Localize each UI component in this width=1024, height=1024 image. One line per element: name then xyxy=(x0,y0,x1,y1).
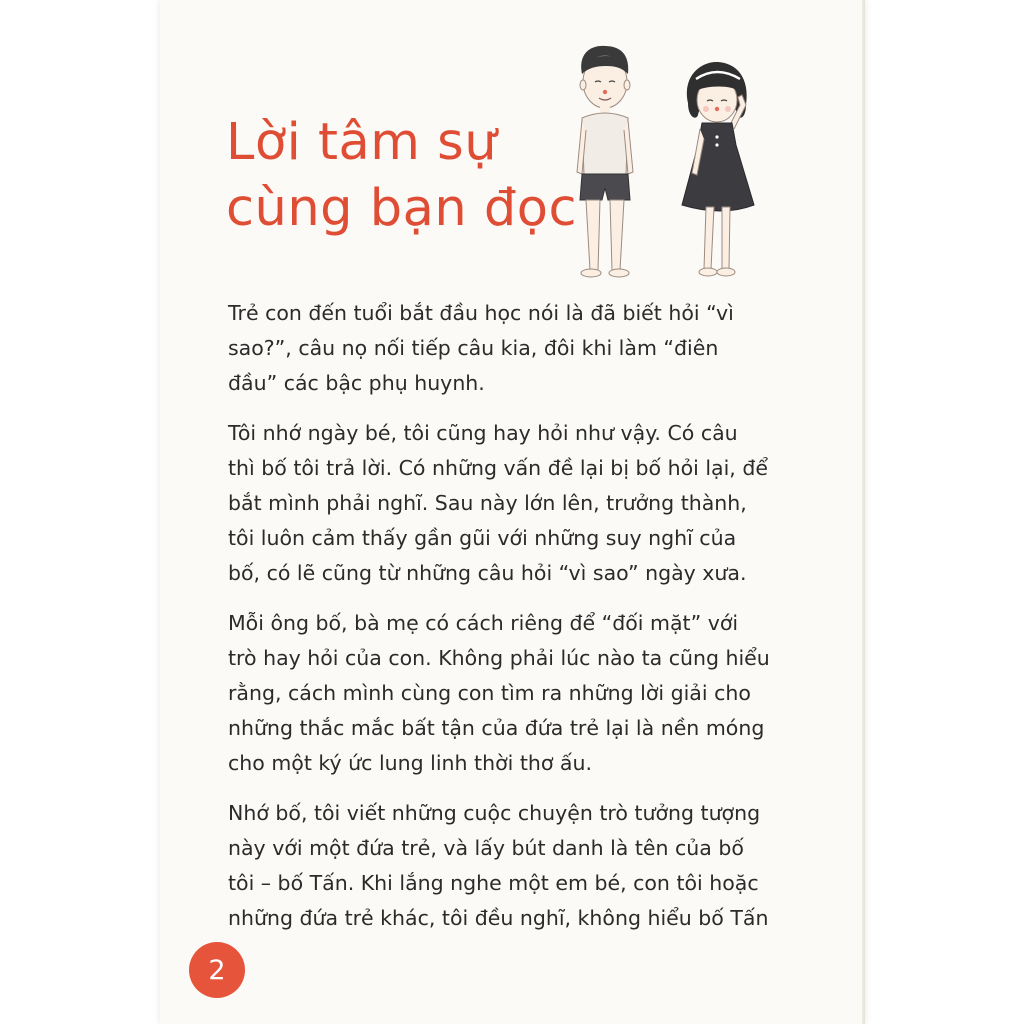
page-number: 2 xyxy=(208,954,226,986)
paragraph-3: Mỗi ông bố, bà mẹ có cách riêng để “đối mặt” với trò hay hỏi của con. Không phải lúc nào ta cũng hiểu rằng, cách mình cùng con tìm ra những lời giải cho những thắc mắc bất tận của đứa trẻ lại là nền móng cho một ký ức lung linh thời thơ ấu. xyxy=(228,611,770,775)
page-number-badge xyxy=(189,942,245,998)
paragraph-2: Tôi nhớ ngày bé, tôi cũng hay hỏi như vậy. Có câu thì bố tôi trả lời. Có những vấn đề lại bị bố hỏi lại, để bắt mình phải nghĩ. Sau này lớn lên, trưởng thành, tôi luôn cảm thấy gần gũi với những suy nghĩ của bố, có lẽ cũng từ những câu hỏi “vì sao” ngày xưa. xyxy=(228,421,768,585)
page-edge xyxy=(862,0,865,1024)
title-line-2: cùng bạn đọc xyxy=(226,179,578,238)
girl-illustration xyxy=(672,55,772,285)
page-title xyxy=(226,110,577,242)
boy-illustration xyxy=(560,40,650,285)
body-text xyxy=(228,296,770,951)
paragraph-1: Trẻ con đến tuổi bắt đầu học nói là đã biết hỏi “vì sao?”, câu nọ nối tiếp câu kia, đôi khi làm “điên đầu” các bậc phụ huynh. xyxy=(228,301,734,395)
title-line-1: Lời tâm sự xyxy=(226,113,498,172)
paragraph-4: Nhớ bố, tôi viết những cuộc chuyện trò tưởng tượng này với một đứa trẻ, và lấy bút danh là tên của bố tôi – bố Tấn. Khi lắng nghe một em bé, con tôi hoặc những đứa trẻ khác, tôi đều nghĩ, không hiểu bố Tấn xyxy=(228,801,769,930)
